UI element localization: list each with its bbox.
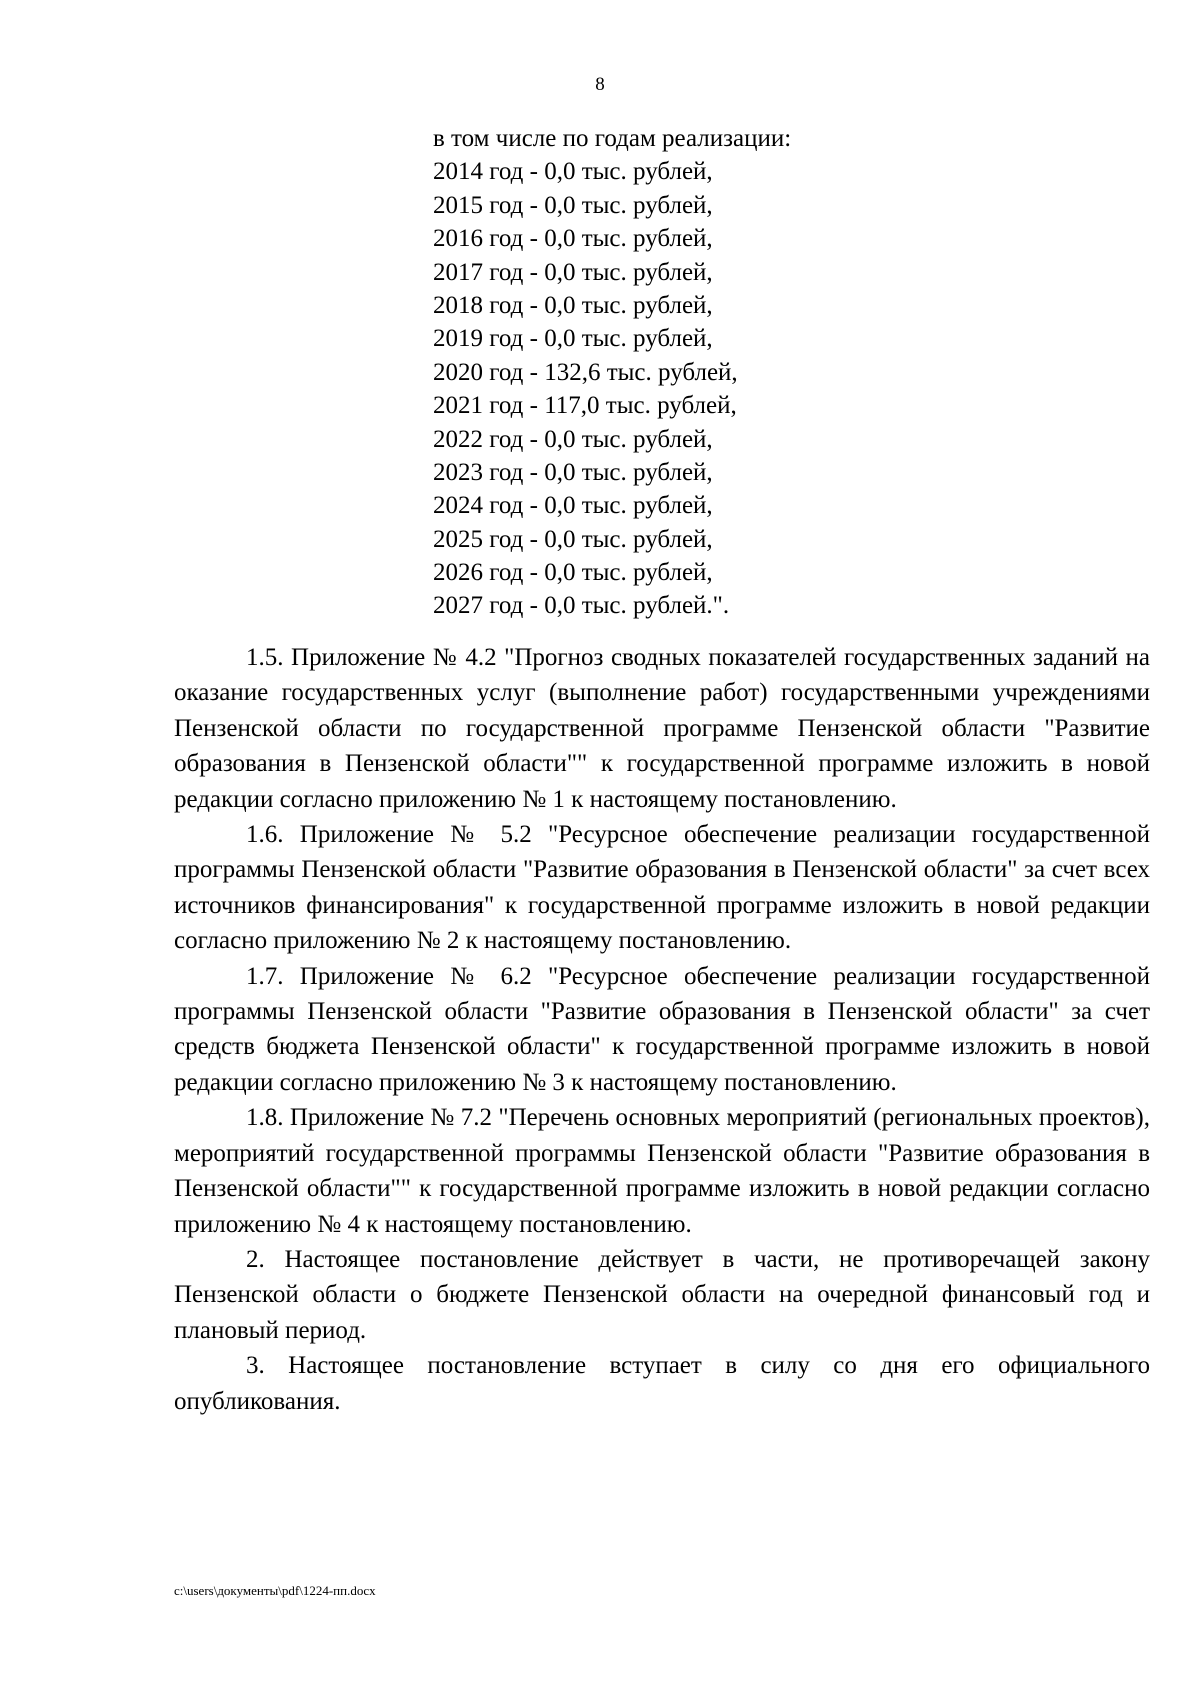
- funding-year-line: 2014 год - 0,0 тыс. рублей,: [433, 158, 713, 186]
- paragraph-1-8: 1.8. Приложение № 7.2 "Перечень основных мероприятий (региональных проектов), мероприятий государственной программы Пензенской области "Развитие образования в Пензенской области"" к государственной программе изложить в новой редакции согласно приложению № 4 к настоящему постановлению.: [174, 1104, 1150, 1238]
- paragraph-3: 3. Настоящее постановление вступает в силу со дня его официального опубликования.: [174, 1352, 1150, 1415]
- funding-year-line: 2022 год - 0,0 тыс. рублей,: [433, 425, 713, 453]
- funding-intro-line: в том числе по годам реализации:: [433, 125, 792, 152]
- paragraph-1-5: 1.5. Приложение № 4.2 "Прогноз сводных показателей государственных заданий на оказание государственных услуг (выполнение работ) государственными учреждениями Пензенской области по государственной программе Пензенской области "Развитие образования в Пензенской области"" к государственной программе изложить в новой редакции согласно приложению № 1 к настоящему постановлению.: [174, 644, 1150, 813]
- funding-year-line: 2027 год - 0,0 тыс. рублей.".: [433, 592, 730, 620]
- funding-year-line: 2020 год - 132,6 тыс. рублей,: [433, 358, 738, 386]
- funding-year-line: 2019 год - 0,0 тыс. рублей,: [433, 325, 713, 353]
- funding-by-year-list: [433, 122, 791, 623]
- funding-year-line: 2017 год - 0,0 тыс. рублей,: [433, 258, 713, 286]
- funding-year-line: 2018 год - 0,0 тыс. рублей,: [433, 291, 713, 319]
- footer-file-path: c:\users\документы\pdf\1224-пп.docx: [174, 1583, 376, 1598]
- page-number: 8: [595, 74, 605, 95]
- funding-year-line: 2016 год - 0,0 тыс. рублей,: [433, 225, 713, 253]
- document-body: [174, 640, 1150, 1419]
- paragraph-1-6: 1.6. Приложение № 5.2 "Ресурсное обеспечение реализации государственной программы Пензенской области "Развитие образования в Пензенской области" за счет всех источников финансирования" к государственной программе изложить в новой редакции согласно приложению № 2 к настоящему постановлению.: [174, 821, 1150, 955]
- funding-year-line: 2026 год - 0,0 тыс. рублей,: [433, 559, 713, 587]
- paragraph-2: 2. Настоящее постановление действует в части, не противоречащей закону Пензенской области о бюджете Пензенской области на очередной финансовый год и плановый период.: [174, 1245, 1150, 1344]
- funding-year-line: 2021 год - 117,0 тыс. рублей,: [433, 392, 737, 420]
- funding-year-line: 2015 год - 0,0 тыс. рублей,: [433, 191, 713, 219]
- funding-year-line: 2023 год - 0,0 тыс. рублей,: [433, 458, 713, 486]
- funding-year-line: 2025 год - 0,0 тыс. рублей,: [433, 525, 713, 553]
- funding-year-line: 2024 год - 0,0 тыс. рублей,: [433, 492, 713, 520]
- paragraph-1-7: 1.7. Приложение № 6.2 "Ресурсное обеспечение реализации государственной программы Пензенской области "Развитие образования в Пензенской области" за счет средств бюджета Пензенской области" к государственной программе изложить в новой редакции согласно приложению № 3 к настоящему постановлению.: [174, 962, 1150, 1096]
